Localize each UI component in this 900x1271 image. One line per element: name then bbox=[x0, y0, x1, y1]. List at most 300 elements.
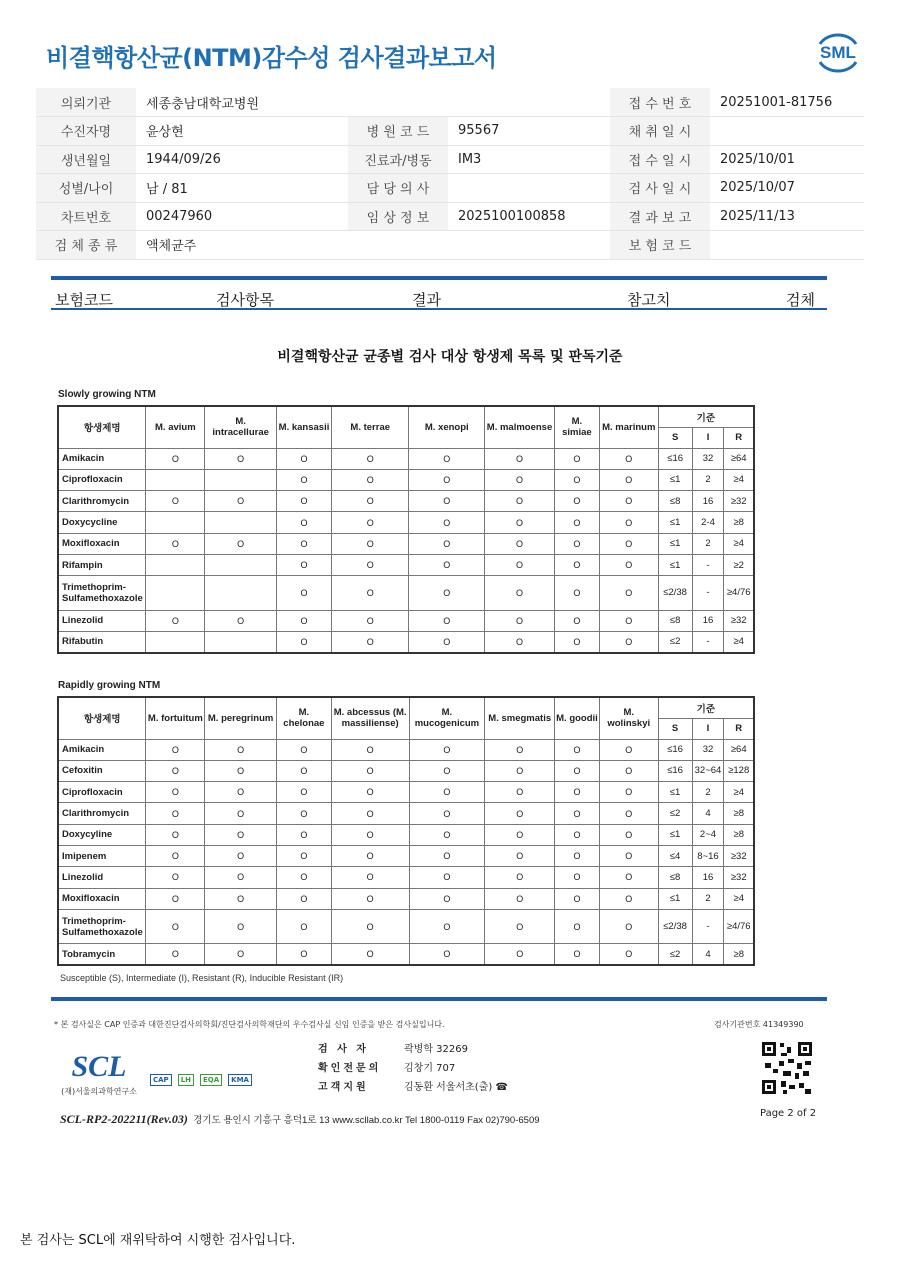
criteria-r: ≥64 bbox=[724, 448, 754, 469]
applicability-mark: O bbox=[485, 782, 555, 803]
applicability-mark: O bbox=[599, 739, 658, 760]
info-label: 채 취 일 시 bbox=[610, 117, 710, 146]
info-value: 2025/10/01 bbox=[710, 145, 864, 174]
applicability-mark: O bbox=[276, 739, 331, 760]
applicability-mark bbox=[205, 512, 277, 533]
applicability-mark: O bbox=[331, 803, 409, 824]
staff-role-doctor: 확인전문의 bbox=[318, 1063, 382, 1074]
applicability-mark: O bbox=[205, 888, 277, 909]
info-value: 00247960 bbox=[136, 202, 348, 231]
criteria-i: - bbox=[692, 576, 724, 610]
info-value: 20251001-81756 bbox=[710, 88, 864, 117]
applicability-mark: O bbox=[555, 824, 600, 845]
applicability-mark: O bbox=[599, 803, 658, 824]
applicability-mark: O bbox=[485, 576, 555, 610]
applicability-mark: O bbox=[485, 631, 555, 652]
applicability-mark: O bbox=[146, 782, 205, 803]
applicability-mark: O bbox=[205, 803, 277, 824]
applicability-mark: O bbox=[485, 760, 555, 781]
applicability-mark: O bbox=[277, 512, 332, 533]
col-result: 결과 bbox=[412, 291, 441, 309]
criteria-r: ≥64 bbox=[724, 739, 754, 760]
criteria-i: - bbox=[692, 909, 724, 943]
applicability-mark: O bbox=[599, 909, 658, 943]
applicability-mark: O bbox=[409, 610, 485, 631]
applicability-mark: O bbox=[409, 448, 485, 469]
drug-name: Trimethoprim-Sulfamethoxazole bbox=[58, 909, 146, 943]
species-header: M. chelonae bbox=[276, 697, 331, 739]
drug-name: Ciprofloxacin bbox=[58, 782, 146, 803]
info-label: 병 원 코 드 bbox=[348, 117, 448, 146]
species-header: M. abcessus (M. massiliense) bbox=[331, 697, 409, 739]
applicability-mark: O bbox=[205, 944, 277, 965]
applicability-mark: O bbox=[409, 631, 485, 652]
applicability-mark: O bbox=[331, 760, 409, 781]
criteria-s: ≤1 bbox=[658, 533, 692, 554]
info-label: 진료과/병동 bbox=[348, 145, 448, 174]
applicability-mark: O bbox=[409, 867, 485, 888]
drug-name: Amikacin bbox=[58, 448, 146, 469]
applicability-mark: O bbox=[205, 610, 277, 631]
criteria-i: 32 bbox=[692, 448, 724, 469]
criteria-r: ≥32 bbox=[724, 491, 754, 512]
applicability-mark: O bbox=[276, 803, 331, 824]
drug-name: Cefoxitin bbox=[58, 760, 146, 781]
species-header: M. marinum bbox=[599, 406, 658, 448]
info-row bbox=[36, 231, 864, 260]
criteria-s: ≤2/38 bbox=[658, 576, 692, 610]
applicability-mark: O bbox=[599, 491, 658, 512]
applicability-mark: O bbox=[554, 469, 599, 490]
criteria-r: ≥4 bbox=[724, 533, 754, 554]
applicability-mark bbox=[146, 631, 205, 652]
scl-logo: SCL bbox=[71, 1050, 127, 1083]
table-row bbox=[58, 631, 754, 652]
criteria-s: ≤1 bbox=[658, 512, 692, 533]
info-label: 차트번호 bbox=[36, 202, 136, 231]
criteria-r: ≥8 bbox=[724, 803, 754, 824]
criteria-r: ≥4 bbox=[724, 888, 754, 909]
applicability-mark: O bbox=[146, 909, 205, 943]
applicability-mark: O bbox=[205, 909, 277, 943]
drug-name: Clarithromycin bbox=[58, 491, 146, 512]
info-value: 95567 bbox=[448, 117, 610, 146]
criteria-r: ≥8 bbox=[724, 944, 754, 965]
applicability-mark: O bbox=[599, 782, 658, 803]
applicability-mark: O bbox=[409, 824, 485, 845]
applicability-mark bbox=[205, 469, 277, 490]
rapid-ntm-table bbox=[57, 696, 755, 966]
applicability-mark: O bbox=[205, 533, 277, 554]
legend: Susceptible (S), Intermediate (I), Resistant (R), Inducible Resistant (IR) bbox=[60, 973, 344, 983]
criteria-r: ≥8 bbox=[724, 512, 754, 533]
info-value: 세종충남대학교병원 bbox=[136, 88, 348, 117]
col-test-item: 검사항목 bbox=[216, 291, 274, 309]
criteria-r: ≥32 bbox=[724, 867, 754, 888]
patient-info-table bbox=[36, 88, 864, 260]
applicability-mark: O bbox=[205, 760, 277, 781]
applicability-mark: O bbox=[599, 760, 658, 781]
outsourcing-note: 본 검사는 SCL에 재위탁하여 시행한 검사입니다. bbox=[20, 1233, 296, 1248]
applicability-mark: O bbox=[555, 888, 600, 909]
applicability-mark bbox=[146, 512, 205, 533]
criteria-i: 2 bbox=[692, 533, 724, 554]
table-row bbox=[58, 512, 754, 533]
applicability-mark: O bbox=[331, 610, 409, 631]
info-label: 결 과 보 고 bbox=[610, 202, 710, 231]
table-row bbox=[58, 944, 754, 965]
info-label: 생년월일 bbox=[36, 145, 136, 174]
species-header: M. intracellurae bbox=[205, 406, 277, 448]
info-value: IM3 bbox=[448, 145, 610, 174]
criteria-r: ≥4/76 bbox=[724, 909, 754, 943]
applicability-mark: O bbox=[599, 533, 658, 554]
applicability-mark: O bbox=[485, 610, 555, 631]
table-row bbox=[58, 610, 754, 631]
criteria-i: 16 bbox=[692, 610, 724, 631]
applicability-mark: O bbox=[409, 909, 485, 943]
applicability-mark: O bbox=[331, 512, 409, 533]
info-label: 접 수 번 호 bbox=[610, 88, 710, 117]
applicability-mark: O bbox=[331, 533, 409, 554]
applicability-mark: O bbox=[485, 512, 555, 533]
applicability-mark: O bbox=[277, 610, 332, 631]
applicability-mark: O bbox=[276, 944, 331, 965]
applicability-mark: O bbox=[331, 469, 409, 490]
sir-header: I bbox=[692, 427, 724, 448]
scl-org-name: (재)서울의과학연구소 bbox=[61, 1087, 137, 1096]
criteria-r: ≥32 bbox=[724, 610, 754, 631]
criteria-r: ≥4 bbox=[724, 782, 754, 803]
criteria-r: ≥32 bbox=[724, 845, 754, 866]
info-label: 성별/나이 bbox=[36, 174, 136, 203]
result-header bbox=[51, 288, 827, 310]
slow-ntm-table bbox=[57, 405, 755, 654]
drug-header: 항생제명 bbox=[58, 697, 146, 739]
criteria-s: ≤16 bbox=[658, 760, 692, 781]
applicability-mark: O bbox=[555, 845, 600, 866]
applicability-mark: O bbox=[555, 782, 600, 803]
applicability-mark: O bbox=[599, 469, 658, 490]
criteria-i: 4 bbox=[692, 803, 724, 824]
criteria-i: 4 bbox=[692, 944, 724, 965]
staff-name-support: 김동환 서울서초(출) ☎ bbox=[404, 1082, 508, 1093]
criteria-r: ≥8 bbox=[724, 824, 754, 845]
applicability-mark bbox=[205, 554, 277, 575]
qr-code-icon bbox=[761, 1041, 813, 1095]
applicability-mark: O bbox=[331, 867, 409, 888]
species-header: M. kansasii bbox=[277, 406, 332, 448]
criteria-s: ≤1 bbox=[658, 782, 692, 803]
applicability-mark bbox=[205, 631, 277, 652]
criteria-i: 32~64 bbox=[692, 760, 724, 781]
applicability-mark: O bbox=[146, 610, 205, 631]
applicability-mark: O bbox=[485, 845, 555, 866]
applicability-mark: O bbox=[277, 631, 332, 652]
criteria-r: ≥2 bbox=[724, 554, 754, 575]
applicability-mark: O bbox=[555, 803, 600, 824]
applicability-mark: O bbox=[409, 554, 485, 575]
applicability-mark: O bbox=[554, 533, 599, 554]
applicability-mark: O bbox=[409, 533, 485, 554]
species-header: M. simiae bbox=[554, 406, 599, 448]
criteria-i: 16 bbox=[692, 867, 724, 888]
criteria-r: ≥4/76 bbox=[724, 576, 754, 610]
criteria-s: ≤1 bbox=[658, 554, 692, 575]
table-row bbox=[58, 824, 754, 845]
applicability-mark: O bbox=[146, 760, 205, 781]
table-row bbox=[58, 803, 754, 824]
applicability-mark: O bbox=[331, 909, 409, 943]
criteria-r: ≥128 bbox=[724, 760, 754, 781]
drug-name: Rifabutin bbox=[58, 631, 146, 652]
applicability-mark: O bbox=[331, 631, 409, 652]
species-header: M. fortuitum bbox=[146, 697, 205, 739]
applicability-mark: O bbox=[485, 888, 555, 909]
table-row bbox=[58, 554, 754, 575]
applicability-mark: O bbox=[485, 909, 555, 943]
info-label: 임 상 정 보 bbox=[348, 202, 448, 231]
info-value bbox=[710, 231, 864, 260]
drug-name: Doxycyline bbox=[58, 824, 146, 845]
applicability-mark: O bbox=[599, 824, 658, 845]
table-row bbox=[58, 845, 754, 866]
info-row bbox=[36, 202, 864, 231]
info-label: 의뢰기관 bbox=[36, 88, 136, 117]
applicability-mark: O bbox=[277, 533, 332, 554]
address-text: 경기도 용인시 기흥구 흥덕1로 13 www.scllab.co.kr Tel 1800-0119 Fax 02)790-6509 bbox=[193, 1115, 540, 1126]
applicability-mark: O bbox=[409, 803, 485, 824]
applicability-mark: O bbox=[331, 448, 409, 469]
info-value bbox=[448, 231, 610, 260]
criteria-s: ≤16 bbox=[658, 739, 692, 760]
applicability-mark: O bbox=[409, 469, 485, 490]
info-label: 담 당 의 사 bbox=[348, 174, 448, 203]
info-label: 수진자명 bbox=[36, 117, 136, 146]
applicability-mark: O bbox=[205, 845, 277, 866]
criteria-i: 32 bbox=[692, 739, 724, 760]
cert-kma: KMA bbox=[228, 1074, 252, 1086]
species-header: M. peregrinum bbox=[205, 697, 277, 739]
applicability-mark: O bbox=[554, 512, 599, 533]
info-row bbox=[36, 174, 864, 203]
applicability-mark: O bbox=[205, 824, 277, 845]
criteria-i: 8~16 bbox=[692, 845, 724, 866]
applicability-mark: O bbox=[277, 448, 332, 469]
applicability-mark: O bbox=[331, 554, 409, 575]
criteria-r: ≥4 bbox=[724, 631, 754, 652]
applicability-mark: O bbox=[555, 944, 600, 965]
table-row bbox=[58, 448, 754, 469]
applicability-mark: O bbox=[146, 867, 205, 888]
applicability-mark: O bbox=[146, 491, 205, 512]
table-row bbox=[58, 909, 754, 943]
criteria-s: ≤2 bbox=[658, 631, 692, 652]
drug-name: Moxifloxacin bbox=[58, 533, 146, 554]
info-label bbox=[348, 231, 448, 260]
applicability-mark: O bbox=[276, 867, 331, 888]
applicability-mark: O bbox=[554, 610, 599, 631]
applicability-mark: O bbox=[554, 554, 599, 575]
applicability-mark bbox=[146, 554, 205, 575]
applicability-mark: O bbox=[485, 739, 555, 760]
applicability-mark: O bbox=[485, 491, 555, 512]
species-header: M. malmoense bbox=[485, 406, 555, 448]
applicability-mark: O bbox=[331, 739, 409, 760]
applicability-mark: O bbox=[331, 944, 409, 965]
applicability-mark: O bbox=[277, 554, 332, 575]
applicability-mark: O bbox=[409, 739, 485, 760]
info-label: 검 사 일 시 bbox=[610, 174, 710, 203]
applicability-mark: O bbox=[599, 944, 658, 965]
applicability-mark: O bbox=[555, 867, 600, 888]
criteria-i: - bbox=[692, 554, 724, 575]
applicability-mark: O bbox=[331, 782, 409, 803]
applicability-mark: O bbox=[409, 944, 485, 965]
applicability-mark: O bbox=[276, 909, 331, 943]
info-row bbox=[36, 88, 864, 117]
applicability-mark: O bbox=[205, 448, 277, 469]
applicability-mark: O bbox=[409, 760, 485, 781]
drug-name: Rifampin bbox=[58, 554, 146, 575]
table-row bbox=[58, 888, 754, 909]
criteria-header: 기준 bbox=[658, 697, 754, 718]
criteria-i: 16 bbox=[692, 491, 724, 512]
applicability-mark: O bbox=[331, 845, 409, 866]
footer-address bbox=[60, 1112, 540, 1127]
criteria-r: ≥4 bbox=[724, 469, 754, 490]
applicability-mark: O bbox=[146, 533, 205, 554]
criteria-i: 2-4 bbox=[692, 512, 724, 533]
applicability-mark: O bbox=[205, 491, 277, 512]
info-value: 2025100100858 bbox=[448, 202, 610, 231]
applicability-mark: O bbox=[599, 610, 658, 631]
applicability-mark: O bbox=[485, 554, 555, 575]
drug-name: Trimethoprim-Sulfamethoxazole bbox=[58, 576, 146, 610]
applicability-mark: O bbox=[331, 491, 409, 512]
footer-divider bbox=[51, 997, 827, 1001]
info-value: 2025/11/13 bbox=[710, 202, 864, 231]
table-row bbox=[58, 760, 754, 781]
report-title: 비결핵항산균(NTM)감수성 검사결과보고서 bbox=[46, 44, 497, 72]
applicability-mark: O bbox=[599, 631, 658, 652]
applicability-mark: O bbox=[554, 576, 599, 610]
info-row bbox=[36, 145, 864, 174]
staff-role-support: 고객지원 bbox=[318, 1082, 369, 1093]
species-header: M. terrae bbox=[331, 406, 409, 448]
sir-header: S bbox=[658, 718, 692, 739]
criteria-i: 2 bbox=[692, 888, 724, 909]
applicability-mark: O bbox=[554, 631, 599, 652]
applicability-mark: O bbox=[276, 888, 331, 909]
page-number: Page 2 of 2 bbox=[760, 1108, 817, 1119]
applicability-mark: O bbox=[555, 909, 600, 943]
applicability-mark: O bbox=[205, 782, 277, 803]
form-code: SCL-RP2-202211(Rev.03) bbox=[60, 1112, 188, 1126]
info-value bbox=[448, 174, 610, 203]
applicability-mark: O bbox=[409, 888, 485, 909]
applicability-mark: O bbox=[276, 824, 331, 845]
criteria-s: ≤8 bbox=[658, 867, 692, 888]
staff-name-tester: 곽병학 32269 bbox=[404, 1044, 468, 1055]
species-header: M. xenopi bbox=[409, 406, 485, 448]
info-value bbox=[710, 117, 864, 146]
criteria-s: ≤8 bbox=[658, 491, 692, 512]
drug-name: Clarithromycin bbox=[58, 803, 146, 824]
drug-name: Doxycycline bbox=[58, 512, 146, 533]
criteria-i: 2~4 bbox=[692, 824, 724, 845]
info-value: 2025/10/07 bbox=[710, 174, 864, 203]
applicability-mark: O bbox=[276, 760, 331, 781]
table-row bbox=[58, 782, 754, 803]
table-row bbox=[58, 533, 754, 554]
species-header: M. mucogenicum bbox=[409, 697, 485, 739]
drug-name: Linezolid bbox=[58, 610, 146, 631]
criteria-s: ≤16 bbox=[658, 448, 692, 469]
applicability-mark: O bbox=[485, 469, 555, 490]
scl-logo-block bbox=[60, 1050, 138, 1097]
header-divider bbox=[51, 276, 827, 280]
applicability-mark: O bbox=[277, 576, 332, 610]
cert-lh: LH bbox=[178, 1074, 194, 1086]
certification-footnote: * 본 검사실은 CAP 인증과 대한진단검사의학회/진단검사의학재단의 우수검사실 신임 인증을 받은 검사실입니다. bbox=[54, 1020, 445, 1029]
sir-header: R bbox=[724, 718, 754, 739]
applicability-mark: O bbox=[409, 512, 485, 533]
rapid-group-label: Rapidly growing NTM bbox=[58, 680, 161, 691]
info-row bbox=[36, 117, 864, 146]
info-value: 1944/09/26 bbox=[136, 145, 348, 174]
sml-logo-text: SML bbox=[820, 43, 856, 62]
info-value bbox=[448, 88, 610, 117]
applicability-mark: O bbox=[409, 576, 485, 610]
applicability-mark: O bbox=[276, 782, 331, 803]
applicability-mark: O bbox=[331, 824, 409, 845]
info-value: 윤상현 bbox=[136, 117, 348, 146]
criteria-s: ≤4 bbox=[658, 845, 692, 866]
applicability-mark: O bbox=[599, 888, 658, 909]
species-header: M. smegmatis bbox=[485, 697, 555, 739]
col-insurance-code: 보험코드 bbox=[55, 291, 113, 309]
criteria-header: 기준 bbox=[658, 406, 754, 427]
applicability-mark: O bbox=[146, 845, 205, 866]
col-reference: 참고치 bbox=[627, 291, 671, 309]
criteria-s: ≤2/38 bbox=[658, 909, 692, 943]
applicability-mark: O bbox=[555, 739, 600, 760]
cert-cap: CAP bbox=[150, 1074, 172, 1086]
species-header: M. goodii bbox=[555, 697, 600, 739]
cert-badges bbox=[150, 1074, 252, 1086]
species-header: M. wolinskyi bbox=[599, 697, 658, 739]
applicability-mark: O bbox=[485, 824, 555, 845]
sml-logo bbox=[812, 30, 864, 74]
staff-info bbox=[318, 1040, 508, 1097]
applicability-mark: O bbox=[554, 491, 599, 512]
info-label: 접 수 일 시 bbox=[610, 145, 710, 174]
drug-name: Linezolid bbox=[58, 867, 146, 888]
table-row bbox=[58, 469, 754, 490]
applicability-mark: O bbox=[146, 739, 205, 760]
drug-name: Moxifloxacin bbox=[58, 888, 146, 909]
applicability-mark: O bbox=[599, 576, 658, 610]
applicability-mark: O bbox=[599, 512, 658, 533]
applicability-mark: O bbox=[205, 867, 277, 888]
applicability-mark: O bbox=[146, 944, 205, 965]
table-row bbox=[58, 867, 754, 888]
applicability-mark: O bbox=[409, 491, 485, 512]
col-specimen: 검체 bbox=[786, 291, 815, 309]
applicability-mark bbox=[146, 469, 205, 490]
drug-name: Ciprofloxacin bbox=[58, 469, 146, 490]
